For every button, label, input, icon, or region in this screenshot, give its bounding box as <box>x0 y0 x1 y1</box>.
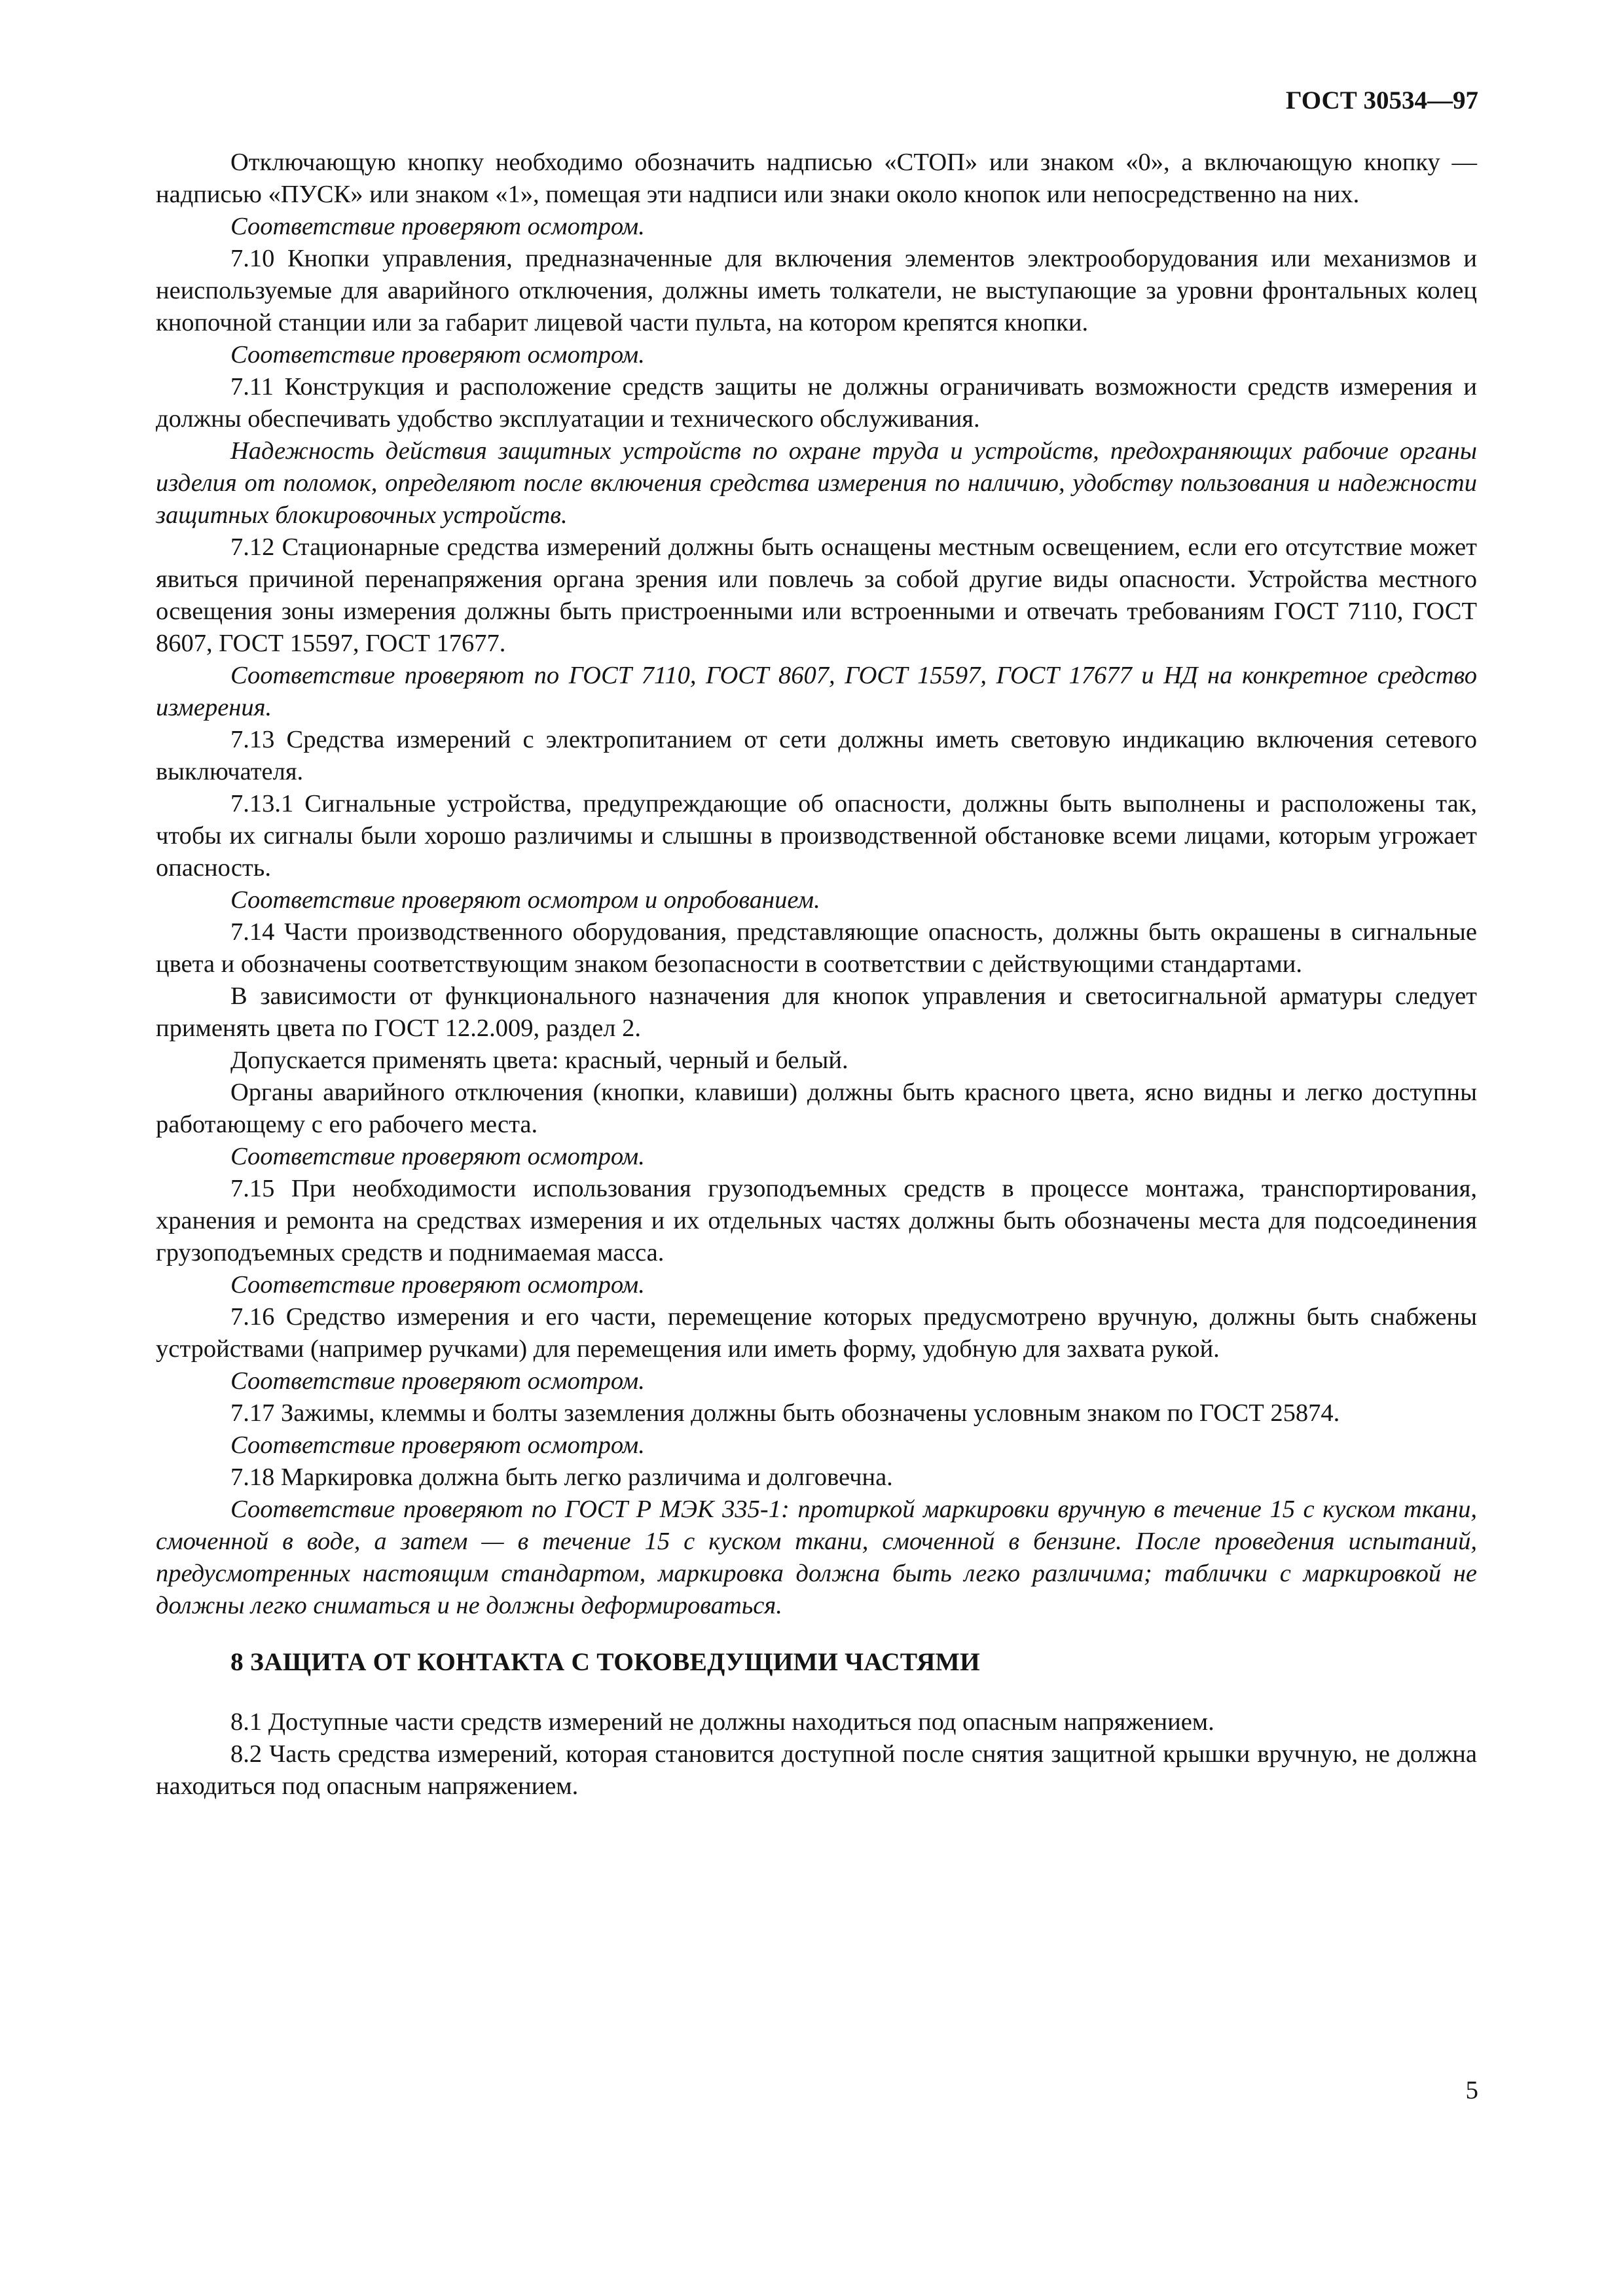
document-header: ГОСТ 30534—97 <box>1285 86 1478 115</box>
compliance-note: Соответствие проверяют осмотром. <box>230 1431 645 1459</box>
compliance-note: Соответствие проверяют осмотром. <box>230 213 645 240</box>
section-heading: 8 ЗАЩИТА ОТ КОНТАКТА С ТОКОВЕДУЩИМИ ЧАСТЯМИ <box>230 1647 980 1676</box>
clause-7-12: 7.12 Стационарные средства измерений должны быть оснащены местным освещением, если его отсутствие может явиться причиной перенапряжения органа зрения или повлечь за собой другие виды опасности. Устройства местного освещения зоны измерения должны быть пристроенными или встроенными и отвечать требованиям ГОСТ 7110, ГОСТ 8607, ГОСТ 15597, ГОСТ 17677. <box>156 533 1477 657</box>
paragraph: Допускается применять цвета: красный, черный и белый. <box>230 1047 848 1074</box>
clause-7-13-1: 7.13.1 Сигнальные устройства, предупреждающие об опасности, должны быть выполнены и расположены так, чтобы их сигналы были хорошо различимы и слышны в производственной обстановке всеми лицами, которым угрожает опасность. <box>156 790 1477 882</box>
compliance-note: Соответствие проверяют по ГОСТ Р МЭК 335-1: протиркой маркировки вручную в течение 15 с куском ткани, смоченной в воде, а затем — в течение 15 с куском ткани, смоченной в бензине. После проведения испытаний, предусмотренных настоящим стандартом, маркировка должна быть легко различима; таблички с маркировкой не должны легко сниматься и не должны деформироваться. <box>156 1496 1477 1619</box>
clause-7-14: 7.14 Части производственного оборудования, представляющие опасность, должны быть окрашены в сигнальные цвета и обозначены соответствующим знаком безопасности в соответствии с действующими стандартами. <box>156 918 1477 978</box>
page-number: 5 <box>1465 2076 1478 2104</box>
compliance-note: Соответствие проверяют осмотром. <box>230 1367 645 1395</box>
clause-7-10: 7.10 Кнопки управления, предназначенные для включения элементов электрооборудования или механизмов и неиспользуемые для аварийного отключения, должны иметь толкатели, не выступающие за уровни фронтальных колец кнопочной станции или за габарит лицевой части пульта, на котором крепятся кнопки. <box>156 245 1477 336</box>
clause-7-11: 7.11 Конструкция и расположение средств защиты не должны ограничивать возможности средств измерения и должны обеспечивать удобство эксплуатации и технического обслуживания. <box>156 373 1477 433</box>
clause-7-13: 7.13 Средства измерений с электропитанием от сети должны иметь световую индикацию включения сетевого выключателя. <box>156 726 1477 785</box>
clause-7-15: 7.15 При необходимости использования грузоподъемных средств в процессе монтажа, транспортирования, хранения и ремонта на средствах измерения и их отдельных частях должны быть обозначены места для подсоединения грузоподъемных средств и поднимаемая масса. <box>156 1175 1477 1266</box>
clause-7-16: 7.16 Средство измерения и его части, перемещение которых предусмотрено вручную, должны быть снабжены устройствами (например ручками) для перемещения или иметь форму, удобную для захвата рукой. <box>156 1303 1477 1363</box>
compliance-note: Соответствие проверяют осмотром. <box>230 1271 645 1299</box>
paragraph: Отключающую кнопку необходимо обозначить надписью «СТОП» или знаком «0», а включающую кнопку — надписью «ПУСК» или знаком «1», помещая эти надписи или знаки около кнопок или непосредственно на них. <box>156 149 1477 208</box>
clause-7-17: 7.17 Зажимы, клеммы и болты заземления должны быть обозначены условным знаком по ГОСТ 25874. <box>230 1399 1340 1427</box>
compliance-note: Соответствие проверяют осмотром. <box>230 1143 645 1170</box>
compliance-note: Соответствие проверяют осмотром и опробованием. <box>230 886 820 914</box>
paragraph: В зависимости от функционального назначения для кнопок управления и светосигнальной арматуры следует применять цвета по ГОСТ 12.2.009, раздел 2. <box>156 982 1477 1042</box>
compliance-note: Надежность действия защитных устройств по охране труда и устройств, предохраняющих рабочие органы изделия от поломок, определяют после включения средства измерения по наличию, удобству пользования и надежности защитных блокировочных устройств. <box>156 437 1477 529</box>
compliance-note: Соответствие проверяют осмотром. <box>230 341 645 368</box>
document-body <box>156 147 1477 1803</box>
compliance-note: Соответствие проверяют по ГОСТ 7110, ГОСТ 8607, ГОСТ 15597, ГОСТ 17677 и НД на конкретное средство измерения. <box>156 662 1477 721</box>
clause-8-2: 8.2 Часть средства измерений, которая становится доступной после снятия защитной крышки вручную, не должна находиться под опасным напряжением. <box>156 1740 1477 1800</box>
clause-8-1: 8.1 Доступные части средств измерений не должны находиться под опасным напряжением. <box>230 1708 1214 1736</box>
clause-7-18: 7.18 Маркировка должна быть легко различима и долговечна. <box>230 1463 893 1491</box>
paragraph: Органы аварийного отключения (кнопки, клавиши) должны быть красного цвета, ясно видны и легко доступны работающему с его рабочего места. <box>156 1079 1477 1138</box>
